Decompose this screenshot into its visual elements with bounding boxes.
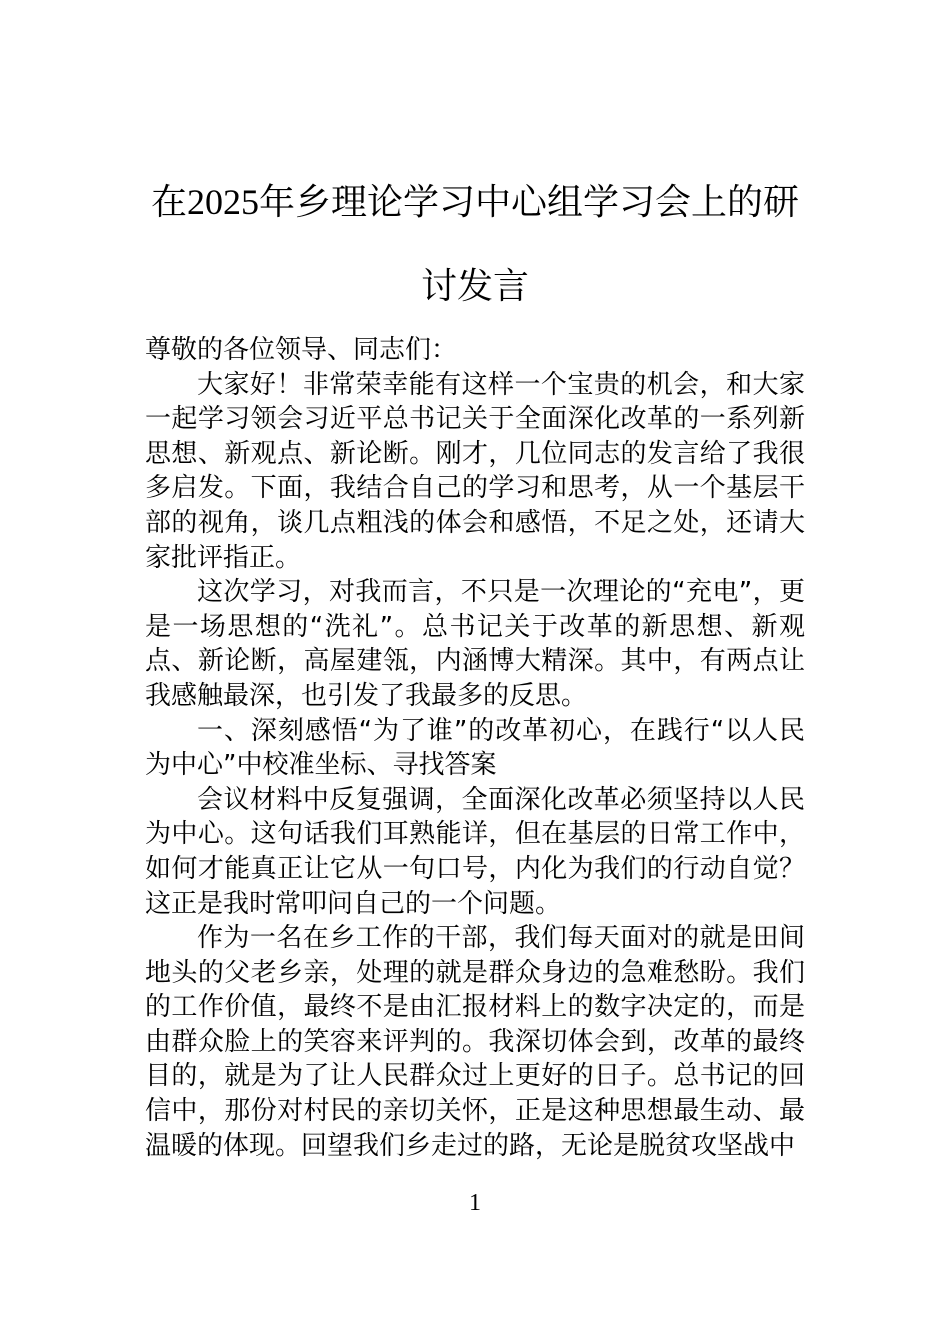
page-number: 1 — [469, 1190, 481, 1216]
paragraph-section-1b: 作为一名在乡工作的干部，我们每天面对的就是田间地头的父老乡亲，处理的就是群众身边的急难愁盼。我们的工作价值，最终不是由汇报材料上的数字决定的，而是由群众脸上的笑容来评判的。我深切体会到，改革的最终目的，就是为了让人民群众过上更好的日子。总书记的回信中，那份对村民的亲切关怀，正是这种思想最生动、最温暖的体现。回望我们乡走过的路，无论是脱贫攻坚战中 — [145, 923, 805, 1161]
section-heading-1: 一、深刻感悟“为了谁”的改革初心，在践行“以人民为中心”中校准坐标、寻找答案 — [145, 715, 805, 781]
title-year: 2025 — [187, 182, 259, 222]
paragraph-section-1a: 会议材料中反复强调，全面深化改革必须坚持以人民为中心。这句话我们耳熟能详，但在基层的日常工作中，如何才能真正让它从一句口号，内化为我们的行动自觉？这正是我时常叩问自己的一个问题。 — [145, 784, 805, 919]
salutation: 尊敬的各位领导、同志们： — [145, 335, 458, 365]
paragraph-intro: 这次学习，对我而言，不只是一次理论的“充电”，更是一场思想的“洗礼”。总书记关于改革的新思想、新观点、新论断，高屋建瓴，内涵博大精深。其中，有两点让我感触最深，也引发了我最多的反思。 — [145, 577, 805, 711]
title-line-2: 讨发言 — [420, 266, 529, 307]
paragraph-greeting: 大家好！非常荣幸能有这样一个宝贵的机会，和大家一起学习领会习近平总书记关于全面深化改革的一系列新思想、新观点、新论断。刚才，几位同志的发言给了我很多启发。下面，我结合自己的学习和思考，从一个基层干部的视角，谈几点粗浅的体会和感悟，不足之处，还请大家批评指正。 — [145, 369, 805, 573]
title-line-1 — [140, 160, 810, 245]
title-suffix: 年乡理论学习中心组学习会上的研 — [259, 182, 800, 223]
document-body — [145, 333, 805, 1163]
title-prefix: 在 — [150, 182, 187, 223]
document-title — [140, 160, 810, 329]
